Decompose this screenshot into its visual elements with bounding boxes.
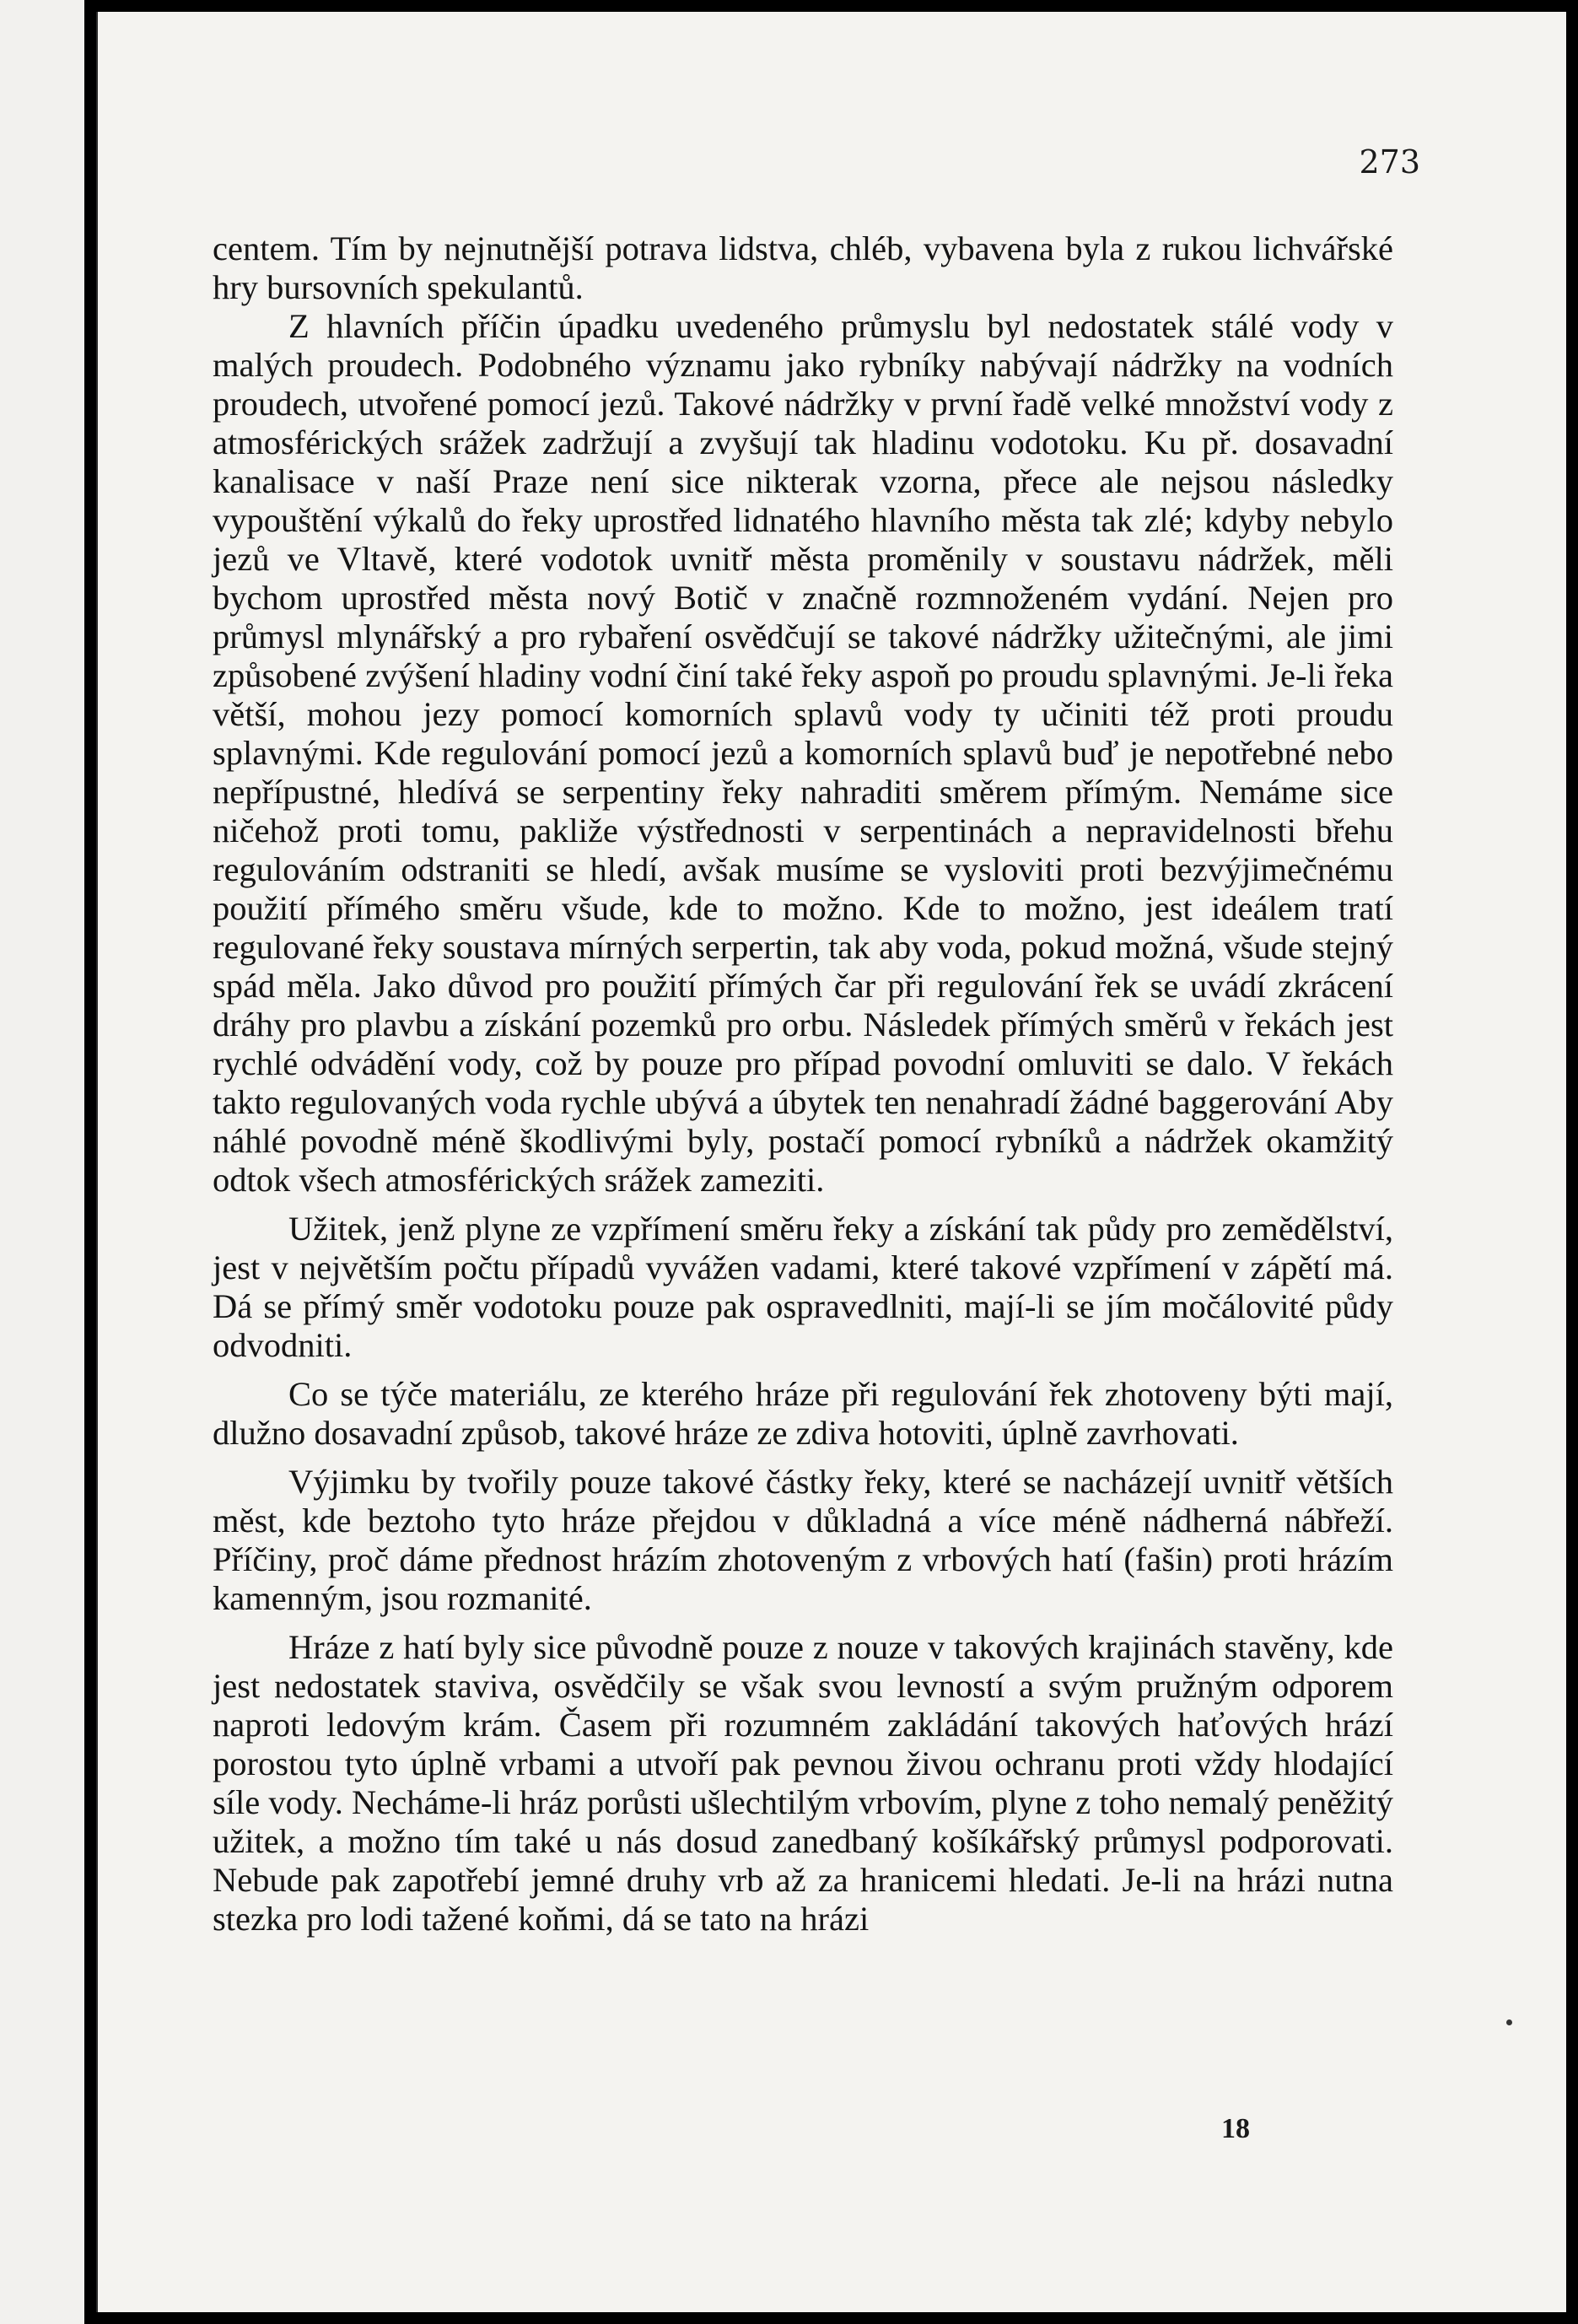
previous-page-edge bbox=[0, 0, 84, 2324]
paragraph: Hráze z hatí byly sice původně pouze z nouze v takových krajinách stavěny, kde jest nedostatek staviva, osvědčily se však svou levností a svým pružným odporem naproti ledovým krám. Časem při rozumném zakládání takových haťových hrází porostou tyto úplně vrbami a utvoří pak pevnou živou ochranu proti vždy hlodající síle vody. Necháme-li hráz porůsti ušlechtilým vrbovím, plyne z toho nemalý peněžitý užitek, a možno tím také u nás dosud zanedbaný košíkářský průmysl podporovati. Nebude pak zapotřebí jemné druhy vrb až za hranicemi hledati. Je-li na hrázi nutna stezka pro lodi tažené koňmi, dá se tato na hrázi bbox=[213, 1628, 1393, 1938]
paragraph: Výjimku by tvořily pouze takové částky řeky, které se nacházejí uvnitř větších měst, kde beztoho tyto hráze přejdou v důkladná a více méně nádherná nábřeží. Příčiny, proč dáme přednost hrázím zhotoveným z vrbových hatí (fašin) proti hrázím kamenným, jsou rozmanité. bbox=[213, 1463, 1393, 1617]
page-number: 273 bbox=[1359, 143, 1420, 181]
paragraph: Užitek, jenž plyne ze vzpřímení směru řeky a získání tak půdy pro zemědělství, jest v největším počtu případů vyvážen vadami, které takové vzpřímení v zápětí má. Dá se přímý směr vodotoku pouze pak ospravedlniti, mají-li se jím močálovité půdy odvodniti. bbox=[213, 1210, 1393, 1364]
body-text bbox=[213, 229, 1393, 1938]
page-gutter-shadow bbox=[84, 0, 96, 2324]
paragraph-continuation: centem. Tím by nejnutnější potrava lidstva, chléb, vybavena byla z rukou lichvářské hry bursovních spekulantů. bbox=[213, 229, 1393, 306]
paragraph: Co se týče materiálu, ze kterého hráze při regulování řek zhotoveny býti mají, dlužno dosavadní způsob, takové hráze ze zdiva hotoviti, úplně zavrhovati. bbox=[213, 1375, 1393, 1452]
paragraph: Z hlavních příčin úpadku uvedeného průmyslu byl nedostatek stálé vody v malých proudech. Podobného významu jako rybníky nabývají nádržky na vodních proudech, utvořené pomocí jezů. Takové nádržky v první řadě velké množství vody z atmosférických srážek zadržují a zvyšují tak hladinu vodotoku. Ku př. dosavadní kanalisace v naší Praze není sice nikterak vzorna, přece ale nejsou následky vypouštění výkalů do řeky uprostřed lidnatého hlavního města tak zlé; kdyby nebylo jezů ve Vltavě, které vodotok uvnitř města proměnily v soustavu nádržek, měli bychom uprostřed města nový Botič v značně rozmnoženém vydání. Nejen pro průmysl mlynářský a pro rybaření osvědčují se takové nádržky užitečnými, ale jimi způsobené zvýšení hladiny vodní činí také řeky aspoň po proudu splavnými. Je-li řeka větší, mohou jezy pomocí komorních splavů vody ty učiniti též proti proudu splavnými. Kde regulování pomocí jezů a komorních splavů buď je nepotřebné nebo nepřípustné, hledívá se serpentiny řeky nahraditi směrem přímým. Nemáme sice ničehož proti tomu, pakliže výstřednosti v serpentinách a nepravidelnosti břehu regulováním odstraniti se hledí, avšak musíme se vysloviti proti bezvýjimečnému použití přímého směru všude, kde to možno. Kde to možno, jest ideálem tratí regulované řeky soustava mírných serpertin, tak aby voda, pokud možná, všude stejný spád měla. Jako důvod pro použití přímých čar při regulování řek se uvádí zkrácení dráhy pro plavbu a získání pozemků pro orbu. Následek přímých směrů v řekách jest rychlé odvádění vody, což by pouze pro případ povodní omluviti se dalo. V řekách takto regulovaných voda rychle ubývá a úbytek ten nenahradí žádné baggerování Aby náhlé povodně méně škodlivými byly, postačí pomocí rybníků a nádržek okamžitý odtok všech atmosférických srážek zameziti. bbox=[213, 307, 1393, 1199]
print-speck bbox=[1506, 2019, 1512, 2025]
printer-signature-mark: 18 bbox=[1221, 2113, 1250, 2144]
